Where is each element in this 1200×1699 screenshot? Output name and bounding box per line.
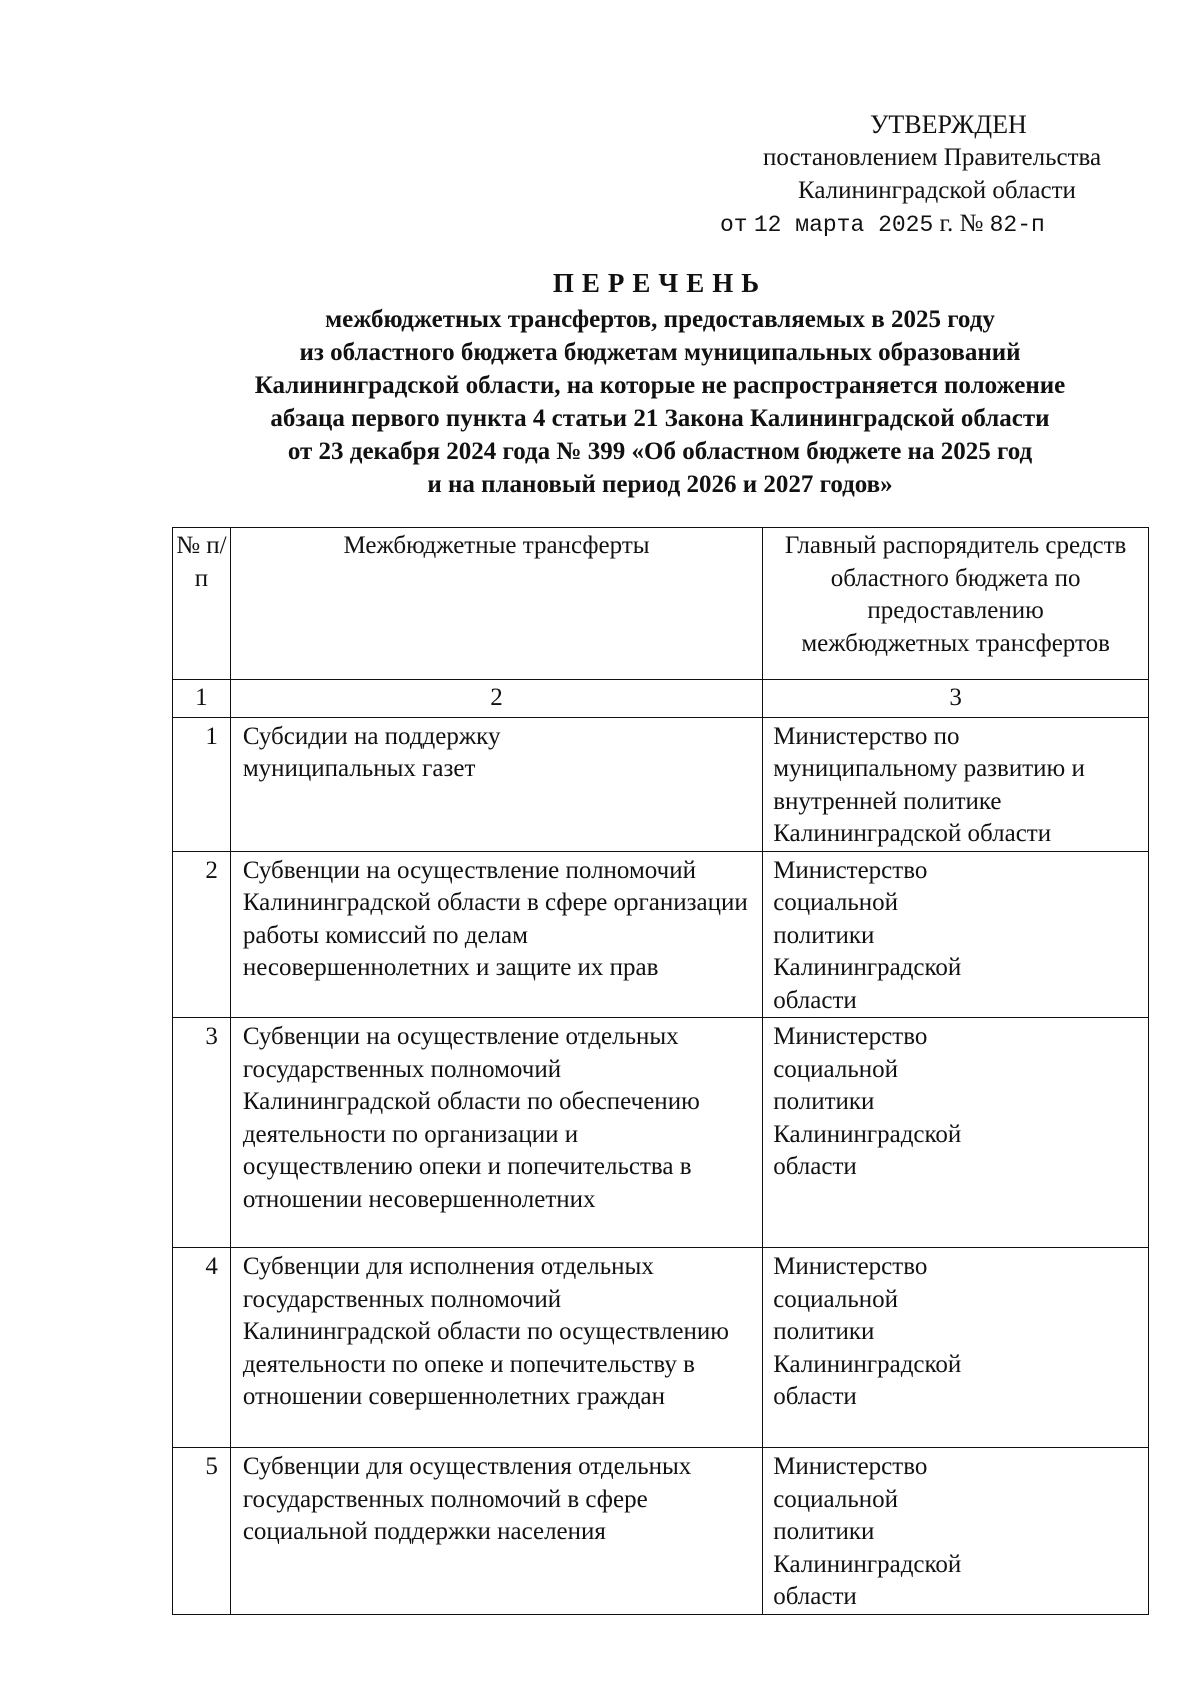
approval-number: 82-п [989,212,1045,238]
row-number: 2 [173,851,231,1018]
column-number-row [173,680,1149,718]
header-administrator: Главный распорядитель средств областного бюджета по предоставлению межбюджетных трансфертов [763,528,1149,680]
approval-date-suffix: г. № [939,210,984,237]
approval-date-value: 12 марта 2025 [753,212,934,238]
header-transfers: Межбюджетные трансферты [230,528,762,680]
row-transfer: Субвенции на осуществление отдельных государственных полномочий Калининградской области по обеспечению деятельности по организации и осуществлению опеки и попечительства в отношении несовершеннолетних [230,1018,762,1248]
table-row [173,717,1149,851]
column-number: 3 [763,680,1149,718]
column-number: 2 [230,680,762,718]
subtitle-line: Калининградской области, на которые не распространяется положение [254,372,1066,399]
subtitle-line: из областного бюджета бюджетам муниципальных образований [299,339,1021,366]
row-administrator: Министерство социальной политики Калининградской области [763,1018,1149,1248]
row-administrator: Министерство по муниципальному развитию и внутренней политике Калининградской области [763,717,1149,851]
approval-date-prefix: от [720,212,748,238]
row-administrator: Министерство социальной политики Калининградской области [763,1248,1149,1448]
table-row [173,851,1149,1018]
row-number: 1 [173,717,231,851]
table-row [173,1018,1149,1248]
approval-line-3: Калининградской области [798,177,1076,204]
row-number: 3 [173,1018,231,1248]
approval-date-line [700,207,1120,242]
approval-line-2: постановлением Правительства [763,144,1102,171]
approval-stamp [700,108,1120,242]
subtitle-line: межбюджетных трансфертов, предоставляемых в 2025 году [325,306,995,333]
table-header-row [173,528,1149,680]
row-transfer: Субвенции для осуществления отдельных государственных полномочий в сфере социальной поддержки населения [230,1448,762,1615]
subtitle-line: абзаца первого пункта 4 статьи 21 Закона Калининградской области [270,405,1050,432]
table-row [173,1448,1149,1615]
row-transfer: Субсидии на поддержку муниципальных газет [230,717,762,851]
document-heading [120,263,1200,501]
row-number: 5 [173,1448,231,1615]
transfers-table [172,527,1149,1615]
table-row [173,1248,1149,1448]
row-administrator: Министерство социальной политики Калининградской области [763,851,1149,1018]
subtitle-line: от 23 декабря 2024 года № 399 «Об областном бюджете на 2025 год [287,438,1033,465]
column-number: 1 [173,680,231,718]
row-transfer: Субвенции для исполнения отдельных государственных полномочий Калининградской области по осуществлению деятельности по опеке и попечительству в отношении совершеннолетних граждан [230,1248,762,1448]
row-transfer: Субвенции на осуществление полномочий Калининградской области в сфере организации работы комиссий по делам несовершеннолетних и защите их прав [230,851,762,1018]
subtitle-line: и на плановый период 2026 и 2027 годов» [427,471,893,498]
approval-title: УТВЕРЖДЕН [870,110,1027,139]
header-number: № п/п [173,528,231,680]
row-administrator: Министерство социальной политики Калининградской области [763,1448,1149,1615]
row-number: 4 [173,1248,231,1448]
document-title: ПЕРЕЧЕНЬ [552,268,768,298]
